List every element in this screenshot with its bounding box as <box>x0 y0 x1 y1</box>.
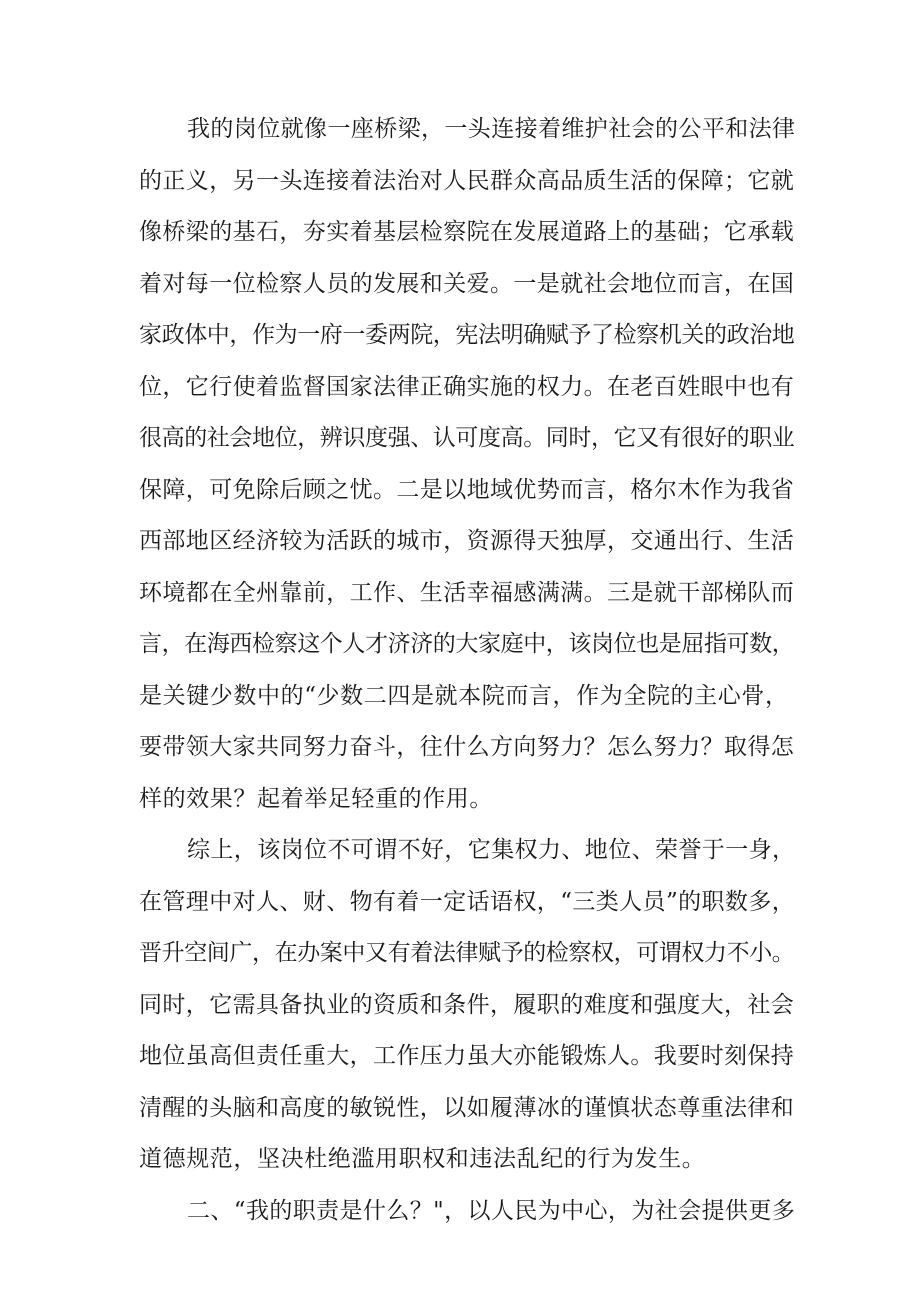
text-line: 同时，它需具备执业的资质和条件，履职的难度和强度大，社会 <box>139 991 795 1018</box>
text-line: 西部地区经济较为活跃的城市，资源得天独厚，交通出行、生活 <box>139 528 795 554</box>
text-line: 要带领大家共同努力奋斗，往什么方向努力？怎么努力？取得怎 <box>139 734 795 760</box>
document-body <box>139 104 799 1237</box>
text-line: 在管理中对人、财、物有着一定话语权，“三类人员”的职数多， <box>139 888 796 915</box>
text-line: 样的效果？起着举足轻重的作用。 <box>139 785 493 812</box>
text-line: 像桥梁的基石，夯实着基层检察院在发展道路上的基础；它承载 <box>139 219 795 245</box>
text-line: 晋升空间广，在办案中又有着法律赋予的检察权，可谓权力不小。 <box>139 940 795 966</box>
text-line: 是关键少数中的“少数二四是就本院而言，作为全院的主心骨， <box>139 682 789 709</box>
text-line: 道德规范，坚决杜绝滥用职权和违法乱纪的行为发生。 <box>139 1146 706 1172</box>
text-line: 言，在海西检察这个人才济济的大家庭中，该岗位也是屈指可数， <box>139 631 795 657</box>
text-line: 家政体中，作为一府一委两院，宪法明确赋予了检察机关的政治地 <box>139 322 795 348</box>
text-line: 保障，可免除后顾之忧。二是以地域优势而言，格尔木作为我省 <box>139 476 795 503</box>
text-line: 综上，该岗位不可谓不好，它集权力、地位、荣誉于一身， <box>187 837 796 863</box>
text-line: 环境都在全州靠前，工作、生活幸福感满满。三是就干部梯队而 <box>139 579 795 606</box>
text-line: 着对每一位检察人员的发展和关爱。一是就社会地位而言，在国 <box>139 270 795 297</box>
text-line: 位，它行使着监督国家法律正确实施的权力。在老百姓眼中也有 <box>139 373 795 400</box>
text-line: 二、“我的职责是什么？"，以人民为中心，为社会提供更多 <box>187 1197 796 1224</box>
text-line: 地位虽高但责任重大，工作压力虽大亦能锻炼人。我要时刻保持 <box>139 1043 795 1069</box>
text-line: 清醒的头脑和高度的敏锐性，以如履薄冰的谨慎状态尊重法律和 <box>139 1094 795 1121</box>
text-line: 我的岗位就像一座桥梁，一头连接着维护社会的公平和法律 <box>187 116 796 142</box>
text-line: 很高的社会地位，辨识度强、认可度高。同时，它又有很好的职业 <box>139 425 795 451</box>
text-line: 的正义，另一头连接着法治对人民群众高品质生活的保障；它就 <box>139 167 795 194</box>
